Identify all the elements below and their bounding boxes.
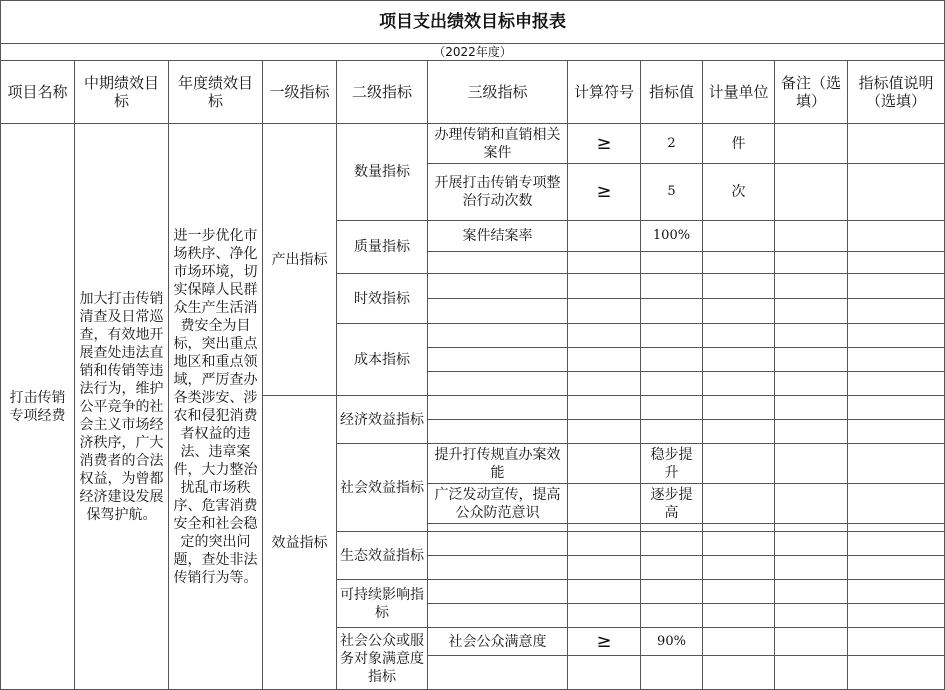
header-row	[1, 61, 945, 124]
value-cell	[641, 656, 703, 690]
header-level2: 二级指标	[337, 61, 428, 124]
remark-cell	[775, 604, 848, 628]
symbol-cell	[568, 444, 641, 484]
remark-cell	[775, 656, 848, 690]
symbol-cell	[568, 604, 641, 628]
unit-cell	[703, 628, 775, 656]
value-note-cell	[848, 299, 945, 324]
level3-cell: 开展打击传销专项整治行动次数	[428, 164, 568, 221]
remark-cell	[775, 274, 848, 299]
level3-cell	[428, 274, 568, 299]
value-cell: 稳步提升	[641, 444, 703, 484]
symbol-cell	[568, 299, 641, 324]
level2-social: 社会效益指标	[337, 444, 428, 532]
value-note-cell	[848, 372, 945, 396]
value-note-cell	[848, 484, 945, 524]
value-note-cell	[848, 580, 945, 604]
symbol-cell	[568, 274, 641, 299]
symbol-cell	[568, 396, 641, 420]
symbol-cell	[568, 348, 641, 372]
level3-cell	[428, 372, 568, 396]
symbol-cell	[568, 420, 641, 444]
remark-cell	[775, 628, 848, 656]
level1-benefit: 效益指标	[263, 396, 337, 690]
level3-cell	[428, 580, 568, 604]
unit-cell	[703, 299, 775, 324]
symbol-cell: ≥	[568, 628, 641, 656]
unit-cell	[703, 604, 775, 628]
value-note-cell	[848, 252, 945, 274]
symbol-cell	[568, 324, 641, 348]
value-note-cell	[848, 556, 945, 580]
level2-timeliness: 时效指标	[337, 274, 428, 324]
unit-cell	[703, 221, 775, 252]
remark-cell	[775, 524, 848, 532]
level3-cell	[428, 348, 568, 372]
header-level1: 一级指标	[263, 61, 337, 124]
level2-satisfaction: 社会公众或服务对象满意度指标	[337, 628, 428, 690]
unit-cell	[703, 656, 775, 690]
unit-cell	[703, 348, 775, 372]
remark-cell	[775, 444, 848, 484]
value-cell	[641, 252, 703, 274]
value-cell	[641, 274, 703, 299]
level3-cell: 提升打传规直办案效能	[428, 444, 568, 484]
value-cell	[641, 524, 703, 532]
unit-cell	[703, 396, 775, 420]
header-remark: 备注（选填）	[775, 61, 848, 124]
value-cell: 5	[641, 164, 703, 221]
value-cell	[641, 604, 703, 628]
remark-cell	[775, 580, 848, 604]
level3-cell	[428, 420, 568, 444]
header-value: 指标值	[641, 61, 703, 124]
unit-cell	[703, 484, 775, 524]
unit-cell	[703, 524, 775, 532]
unit-cell	[703, 252, 775, 274]
symbol-cell	[568, 484, 641, 524]
table-title: 项目支出绩效目标申报表	[1, 1, 945, 44]
symbol-cell: ≥	[568, 164, 641, 221]
symbol-cell	[568, 221, 641, 252]
value-note-cell	[848, 420, 945, 444]
value-note-cell	[848, 324, 945, 348]
symbol-cell: ≥	[568, 124, 641, 164]
value-cell	[641, 348, 703, 372]
value-cell	[641, 372, 703, 396]
value-cell: 逐步提高	[641, 484, 703, 524]
remark-cell	[775, 252, 848, 274]
level3-cell	[428, 556, 568, 580]
header-symbol: 计算符号	[568, 61, 641, 124]
unit-cell: 次	[703, 164, 775, 221]
value-cell	[641, 396, 703, 420]
level3-cell: 广泛发动宣传，提高公众防范意识	[428, 484, 568, 524]
remark-cell	[775, 484, 848, 524]
value-cell	[641, 299, 703, 324]
value-cell: 100%	[641, 221, 703, 252]
value-note-cell	[848, 396, 945, 420]
value-cell: 2	[641, 124, 703, 164]
remark-cell	[775, 420, 848, 444]
symbol-cell	[568, 532, 641, 556]
value-cell	[641, 420, 703, 444]
level3-cell: 案件结案率	[428, 221, 568, 252]
value-cell	[641, 324, 703, 348]
unit-cell	[703, 372, 775, 396]
unit-cell	[703, 324, 775, 348]
project-name-cell: 打击传销专项经费	[1, 124, 75, 690]
remark-cell	[775, 532, 848, 556]
level2-cost: 成本指标	[337, 324, 428, 396]
header-project-name: 项目名称	[1, 61, 75, 124]
remark-cell	[775, 164, 848, 221]
remark-cell	[775, 221, 848, 252]
unit-cell	[703, 556, 775, 580]
level2-ecological: 生态效益指标	[337, 532, 428, 580]
symbol-cell	[568, 252, 641, 274]
value-note-cell	[848, 164, 945, 221]
value-note-cell	[848, 532, 945, 556]
unit-cell	[703, 274, 775, 299]
symbol-cell	[568, 556, 641, 580]
remark-cell	[775, 348, 848, 372]
remark-cell	[775, 324, 848, 348]
level2-economic: 经济效益指标	[337, 396, 428, 444]
level2-quantity: 数量指标	[337, 124, 428, 221]
level1-output: 产出指标	[263, 124, 337, 396]
value-note-cell	[848, 628, 945, 656]
level3-cell: 社会公众满意度	[428, 628, 568, 656]
unit-cell	[703, 444, 775, 484]
unit-cell	[703, 532, 775, 556]
level3-cell	[428, 299, 568, 324]
header-level3: 三级指标	[428, 61, 568, 124]
level3-cell	[428, 656, 568, 690]
symbol-cell	[568, 580, 641, 604]
annual-goal-cell: 进一步优化市场秩序、净化市场环境，切实保障人民群众生产生活消费安全为目标，突出重点地区和重点领域，严厉查办各类涉安、涉农和侵犯消费者权益的违法、违章案件，大力整治扰乱市场秩序、危害消费安全和社会稳定的突出问题，查处非法传销行为等。	[169, 124, 263, 690]
level3-cell: 办理传销和直销相关案件	[428, 124, 568, 164]
header-annual-goal: 年度绩效目标	[169, 61, 263, 124]
level3-cell	[428, 252, 568, 274]
value-note-cell	[848, 656, 945, 690]
level2-quality: 质量指标	[337, 221, 428, 274]
value-note-cell	[848, 524, 945, 532]
remark-cell	[775, 556, 848, 580]
symbol-cell	[568, 524, 641, 532]
level3-cell	[428, 324, 568, 348]
value-note-cell	[848, 124, 945, 164]
value-note-cell	[848, 604, 945, 628]
table-row	[1, 124, 945, 164]
remark-cell	[775, 124, 848, 164]
value-note-cell	[848, 444, 945, 484]
header-value-note: 指标值说明（选填）	[848, 61, 945, 124]
value-note-cell	[848, 348, 945, 372]
mid-term-goal-cell: 加大打击传销清查及日常巡查，有效地开展查处违法直销和传销等违法行为，维护公平竞争的社会主义市场经济秩序，广大消费者的合法权益，为曾都经济建设发展保驾护航。	[75, 124, 169, 690]
level3-cell	[428, 532, 568, 556]
unit-cell	[703, 420, 775, 444]
header-mid-term-goal: 中期绩效目标	[75, 61, 169, 124]
value-note-cell	[848, 221, 945, 252]
value-cell	[641, 532, 703, 556]
level3-cell	[428, 604, 568, 628]
value-cell: 90%	[641, 628, 703, 656]
level3-cell	[428, 524, 568, 532]
value-note-cell	[848, 274, 945, 299]
symbol-cell	[568, 372, 641, 396]
remark-cell	[775, 372, 848, 396]
remark-cell	[775, 299, 848, 324]
symbol-cell	[568, 656, 641, 690]
header-unit: 计量单位	[703, 61, 775, 124]
level3-cell	[428, 396, 568, 420]
level2-sustainable: 可持续影响指标	[337, 580, 428, 628]
value-cell	[641, 556, 703, 580]
remark-cell	[775, 396, 848, 420]
unit-cell: 件	[703, 124, 775, 164]
value-cell	[641, 580, 703, 604]
fiscal-year: （2022年度）	[1, 44, 945, 61]
unit-cell	[703, 580, 775, 604]
